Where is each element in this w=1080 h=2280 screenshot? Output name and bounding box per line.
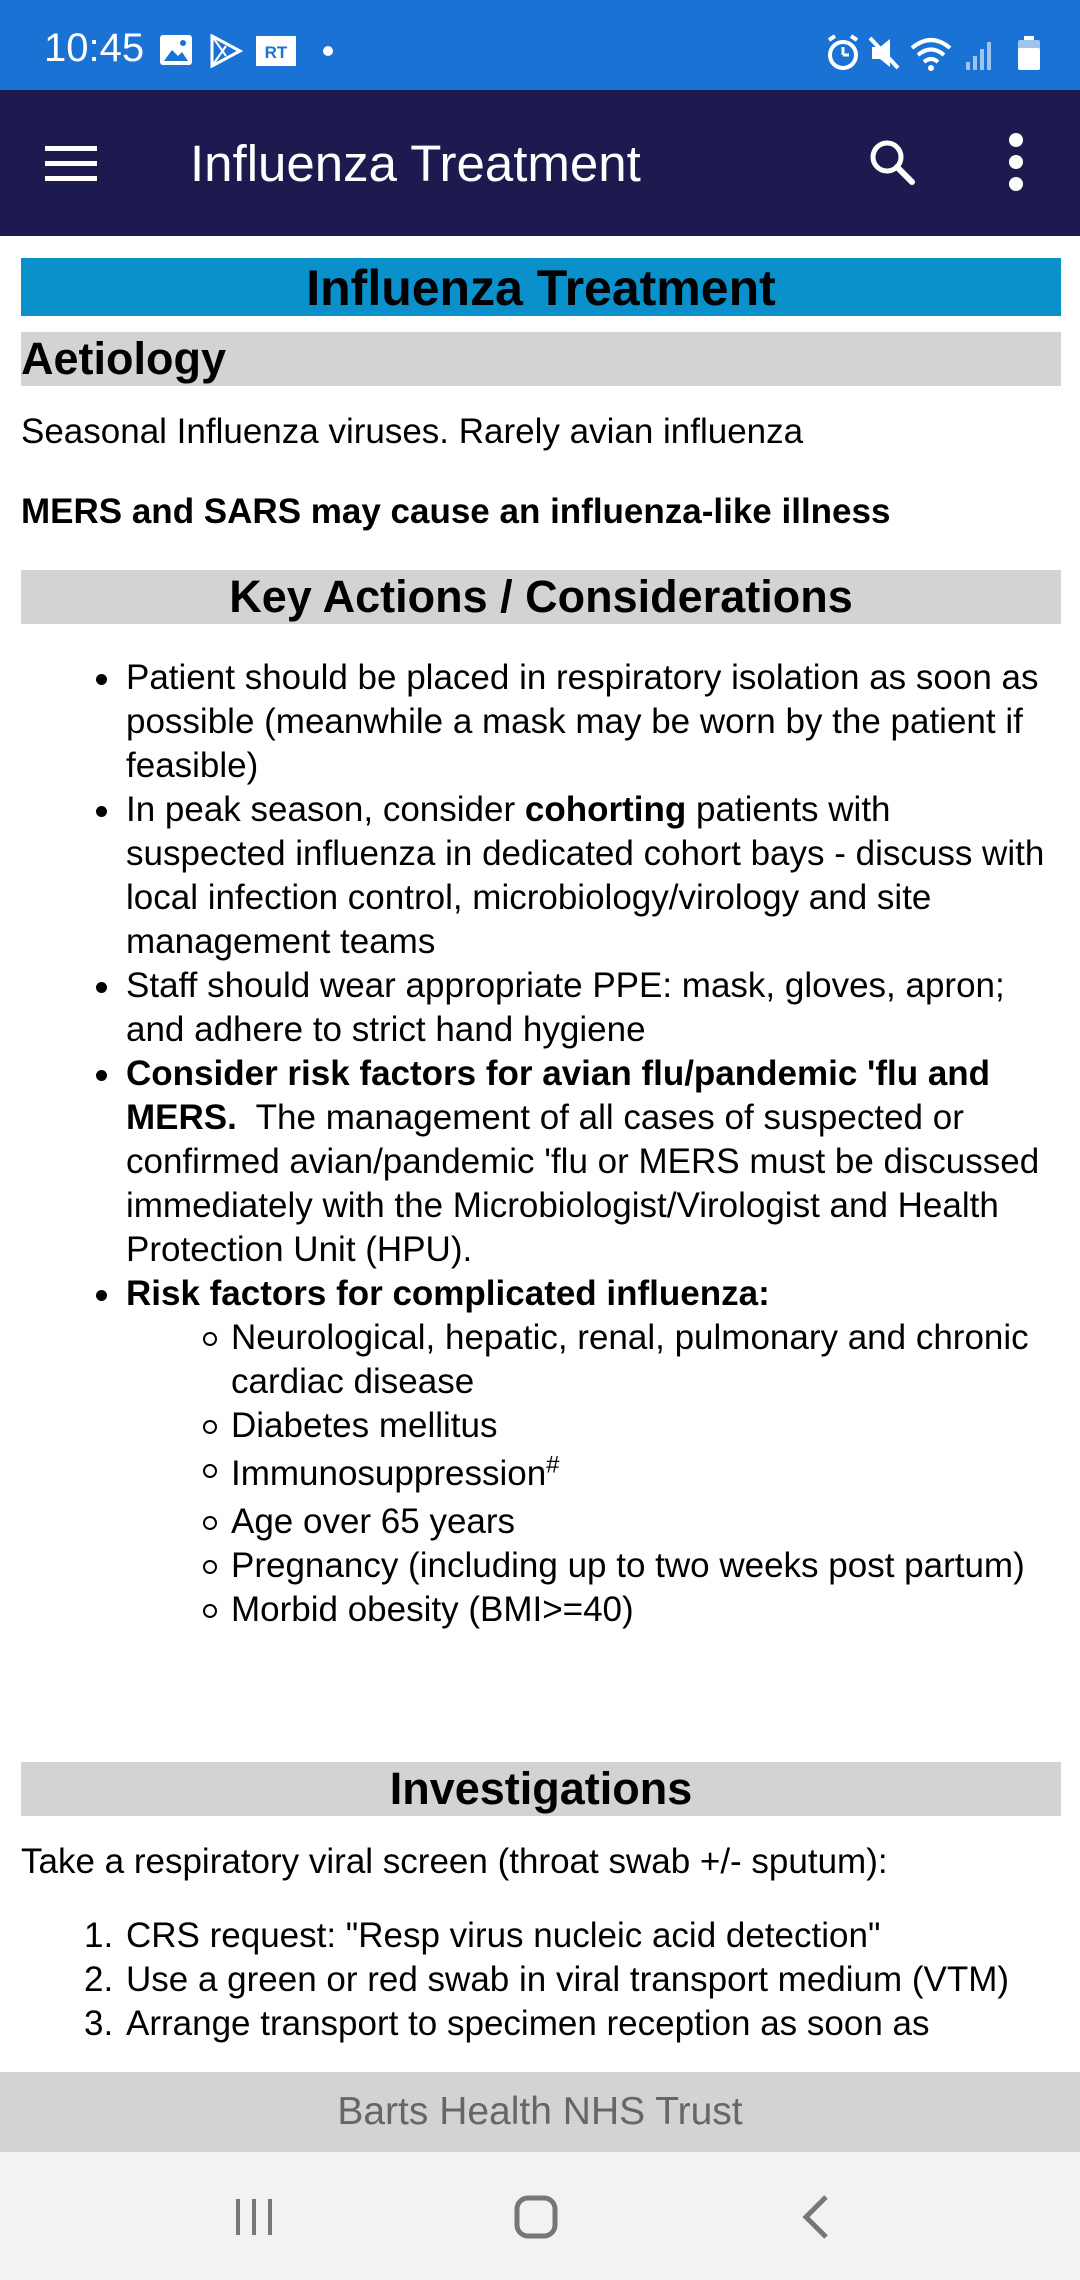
back-button[interactable] [776, 2182, 856, 2252]
risk-factor-item [231, 1448, 1056, 1500]
investigations-intro: Take a respiratory viral screen (throat swab +/- sputum): [21, 1842, 888, 1881]
rt-app-icon [256, 36, 296, 66]
investigation-step-3: Arrange transport to specimen reception as soon as [126, 2004, 930, 2043]
key-action-1: Patient should be placed in respiratory isolation as soon as possible (meanwhile a mask may be worn by the patient if feasible) [126, 658, 1039, 785]
gallery-icon [160, 35, 192, 65]
more-options-button[interactable] [980, 126, 1052, 198]
list-item [126, 788, 1056, 964]
wifi-icon [912, 40, 950, 71]
list-item [84, 1958, 1056, 2002]
more-vert-icon [1006, 132, 1026, 192]
step-number: 1. [84, 1916, 114, 1955]
page-title: Influenza Treatment [21, 258, 1061, 316]
key-action-2-text-end: patients with suspected influenza in dedicated cohort bays - discuss with local infection control, microbiology/virology and site management teams [126, 790, 1045, 961]
list-item [126, 964, 1056, 1052]
app-bar-title: Influenza Treatment [190, 135, 641, 192]
risk-factor-item [231, 1544, 1056, 1588]
signal-icon [966, 42, 991, 70]
recents-icon [232, 2195, 276, 2239]
risk-factor-age: Age over 65 years [231, 1502, 516, 1541]
key-action-3: Staff should wear appropriate PPE: mask, gloves, apron; and adhere to strict hand hygiene [126, 966, 1005, 1049]
key-action-2-bold: cohorting [524, 790, 687, 829]
hamburger-menu-icon [45, 144, 97, 184]
list-item [126, 656, 1056, 788]
risk-factor-immuno: Immunosuppression [231, 1454, 547, 1493]
back-icon [796, 2193, 836, 2241]
play-store-icon [212, 36, 240, 66]
aetiology-note: MERS and SARS may cause an influenza-like illness [21, 492, 891, 531]
list-item [84, 1914, 1056, 1958]
key-action-4-text: The management of all cases of suspected or confirmed avian/pandemic 'flu or MERS must be discussed immediately with the Microbiologist/Virologist and Health Protection Unit (HPU). [126, 1098, 1049, 1269]
search-icon [867, 137, 917, 187]
step-number: 2. [84, 1960, 114, 1999]
risk-factor-neuro: Neurological, hepatic, renal, pulmonary and chronic cardiac disease [231, 1318, 1029, 1401]
risk-factor-pregnancy: Pregnancy (including up to two weeks post partum) [231, 1546, 1025, 1585]
risk-factors-heading: Risk factors for complicated influenza: [126, 1274, 770, 1313]
list-item [126, 1272, 1056, 1632]
key-action-4-bold: Consider risk factors for avian flu/pandemic 'flu and MERS. [126, 1054, 991, 1137]
home-icon [512, 2193, 560, 2241]
status-right-icons [826, 34, 1052, 72]
status-time: 10:45 [44, 26, 145, 70]
step-number: 3. [84, 2004, 114, 2043]
list-item [84, 2002, 1056, 2046]
hamburger-menu-button[interactable] [36, 134, 106, 194]
list-item [126, 1052, 1056, 1272]
key-actions-list [126, 656, 1056, 1632]
immuno-footnote-mark: # [546, 1451, 560, 1479]
recents-button[interactable] [214, 2182, 294, 2252]
investigations-list [84, 1914, 1056, 2046]
investigation-step-1: CRS request: "Resp virus nucleic acid detection" [126, 1916, 881, 1955]
status-left-icons [160, 34, 350, 68]
risk-factors-list [126, 1316, 1056, 1632]
investigations-heading: Investigations [21, 1762, 1061, 1816]
aetiology-heading: Aetiology [21, 332, 1061, 386]
status-bar [0, 0, 1080, 90]
system-nav-bar [0, 2152, 1080, 2280]
risk-factor-diabetes: Diabetes mellitus [231, 1406, 498, 1445]
svg-text:RT: RT [264, 43, 288, 62]
home-button[interactable] [496, 2182, 576, 2252]
key-actions-heading: Key Actions / Considerations [21, 570, 1061, 624]
mute-icon [870, 38, 898, 68]
dot-icon [323, 46, 333, 56]
investigation-step-2: Use a green or red swab in viral transport medium (VTM) [126, 1960, 1010, 1999]
search-button[interactable] [856, 126, 928, 198]
footer: Barts Health NHS Trust [0, 2072, 1080, 2152]
risk-factor-item [231, 1588, 1056, 1632]
app-bar [0, 90, 1080, 236]
risk-factor-obesity: Morbid obesity (BMI>=40) [231, 1590, 634, 1629]
risk-factor-item [231, 1316, 1056, 1404]
risk-factor-item [231, 1500, 1056, 1544]
content-scroll-area[interactable] [0, 236, 1080, 2072]
aetiology-text: Seasonal Influenza viruses. Rarely avian influenza [21, 412, 804, 451]
battery-icon [1018, 36, 1040, 70]
risk-factor-item [231, 1404, 1056, 1448]
alarm-icon [829, 36, 857, 68]
key-action-2-text: In peak season, consider [126, 790, 525, 829]
